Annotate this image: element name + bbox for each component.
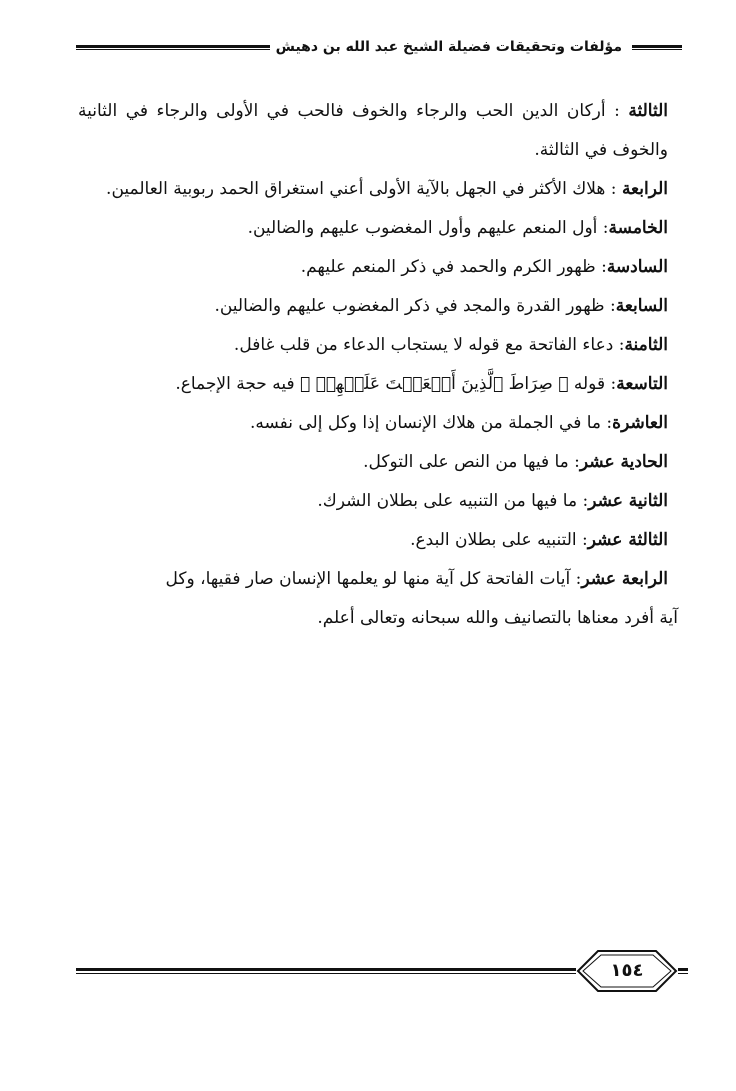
item-text: : ما فيها من النص على التوكل. bbox=[363, 452, 580, 472]
item-lead: الرابعة عشر bbox=[581, 569, 668, 589]
footer-rule-left bbox=[76, 968, 576, 974]
header-rule-right bbox=[632, 45, 682, 50]
list-item-fourteenth-continuation: آية أفرد معناها بالتصانيف والله سبحانه وتعالى أعلم. bbox=[317, 608, 678, 628]
item-lead: التاسعة bbox=[616, 374, 668, 394]
list-item-eighth bbox=[78, 326, 678, 365]
page-number: ١٥٤ bbox=[610, 960, 644, 981]
list-item-twelfth bbox=[78, 482, 678, 521]
header-title: مؤلفات وتحقيقات فضيلة الشيخ عبد الله بن دهيش bbox=[270, 36, 628, 58]
item-lead: السابعة bbox=[615, 296, 668, 316]
running-header bbox=[76, 36, 682, 60]
list-item-seventh bbox=[78, 287, 678, 326]
item-text: : ظهور القدرة والمجد في ذكر المغضوب عليهم والضالين. bbox=[214, 296, 616, 316]
item-text: : أول المنعم عليهم وأول المغضوب عليهم والضالين. bbox=[247, 218, 609, 238]
list-item-tenth bbox=[78, 404, 678, 443]
paragraph-lead: الثالثة bbox=[628, 101, 668, 121]
item-lead: العاشرة bbox=[612, 413, 668, 433]
paragraph-lead: الرابعة bbox=[621, 179, 668, 199]
list-item-thirteenth bbox=[78, 521, 678, 560]
item-lead: الحادية عشر bbox=[579, 452, 668, 472]
list-item-ninth bbox=[78, 365, 678, 404]
item-text: : ما فيها من التنبيه على بطلان الشرك. bbox=[317, 491, 589, 511]
list-item-sixth bbox=[78, 248, 678, 287]
paragraph-text: : هلاك الأكثر في الجهل بالآية الأولى أعني استغراق الحمد ربوبية العالمين. bbox=[106, 179, 622, 199]
item-text: : ما في الجملة من هلاك الإنسان إذا وكل إلى نفسه. bbox=[249, 413, 613, 433]
paragraph-fourth bbox=[78, 170, 678, 209]
list-item-fourteenth bbox=[78, 560, 678, 599]
item-text: : ظهور الكرم والحمد في ذكر المنعم عليهم. bbox=[300, 257, 607, 277]
item-lead: الثامنة bbox=[624, 335, 668, 355]
list-item-eleventh bbox=[78, 443, 678, 482]
item-lead: الخامسة bbox=[608, 218, 668, 238]
item-text: : التنبيه على بطلان البدع. bbox=[410, 530, 588, 550]
item-lead: الثانية عشر bbox=[588, 491, 668, 511]
page-footer bbox=[76, 948, 688, 998]
paragraph-text: : أركان الدين الحب والرجاء والخوف فالحب في الأولى والرجاء في الثانية والخوف في الثالثة. bbox=[78, 101, 668, 160]
item-text: : قوله ﴿ صِرَاطَ ٱلَّذِينَ أَنۡعَمۡتَ عَلَيۡهِمۡ ﴾ فيه حجة الإجماع. bbox=[175, 374, 617, 394]
item-text: : دعاء الفاتحة مع قوله لا يستجاب الدعاء من قلب غافل. bbox=[233, 335, 625, 355]
item-lead: السادسة bbox=[606, 257, 668, 277]
list-item-fifth bbox=[78, 209, 678, 248]
item-lead: الثالثة عشر bbox=[587, 530, 668, 550]
paragraph-third bbox=[78, 92, 678, 170]
page-number-badge bbox=[574, 948, 680, 994]
item-text: : آيات الفاتحة كل آية منها لو يعلمها الإنسان صار فقيها، وكل bbox=[165, 569, 582, 589]
page-body bbox=[78, 92, 678, 638]
